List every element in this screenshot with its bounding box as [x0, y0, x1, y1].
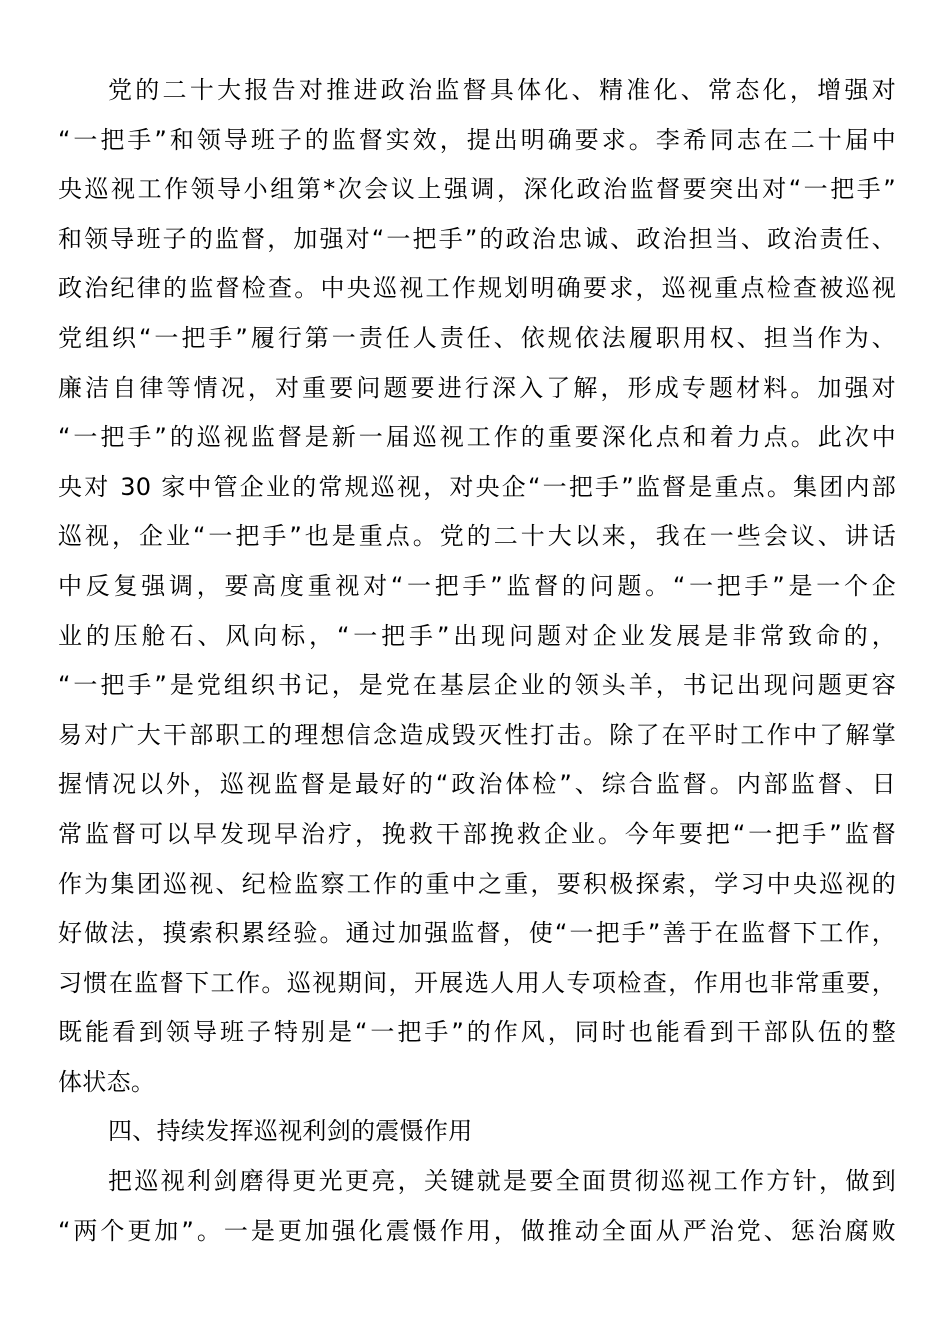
paragraph-2	[58, 1157, 896, 1256]
text-line: 央巡视工作领导小组第*次会议上强调，深化政治监督要突出对“一把手”	[58, 175, 896, 204]
text-line: 既能看到领导班子特别是“一把手”的作风，同时也能看到干部队伍的整	[58, 1018, 896, 1047]
text-line: 习惯在监督下工作。巡视期间，开展选人用人专项检查，作用也非常重要，	[58, 968, 896, 997]
section-heading: 四、持续发挥巡视利剑的震慑作用	[108, 1117, 473, 1146]
text-line: 廉洁自律等情况，对重要问题要进行深入了解，形成专题材料。加强对	[58, 373, 896, 402]
text-line: 业的压舱石、风向标，“一把手”出现问题对企业发展是非常致命的，	[58, 621, 896, 650]
text-line: 易对广大干部职工的理想信念造成毁灭性打击。除了在平时工作中了解掌	[58, 720, 896, 749]
text-line: “一把手”的巡视监督是新一届巡视工作的重要深化点和着力点。此次中	[58, 423, 896, 452]
text-line: 握情况以外，巡视监督是最好的“政治体检”、综合监督。内部监督、日	[58, 770, 896, 799]
text-line: 好做法，摸索积累经验。通过加强监督，使“一把手”善于在监督下工作，	[58, 919, 896, 948]
text-line: 和领导班子的监督，加强对“一把手”的政治忠诚、政治担当、政治责任、	[58, 224, 896, 253]
text-line: 作为集团巡视、纪检监察工作的重中之重，要积极探索，学习中央巡视的	[58, 869, 896, 898]
text-line: “一把手”是党组织书记，是党在基层企业的领头羊，书记出现问题更容	[58, 671, 896, 700]
text-line: 中反复强调，要高度重视对“一把手”监督的问题。“一把手”是一个企	[58, 571, 896, 600]
text-line: 常监督可以早发现早治疗，挽救干部挽救企业。今年要把“一把手”监督	[58, 819, 896, 848]
paragraph-1	[58, 66, 896, 1107]
text-line: “两个更加”。一是更加强化震慑作用，做推动全面从严治党、惩治腐败	[58, 1216, 896, 1245]
text-line: “一把手”和领导班子的监督实效，提出明确要求。李希同志在二十届中	[58, 125, 896, 154]
text-line: 党的二十大报告对推进政治监督具体化、精准化、常态化，增强对	[108, 76, 896, 104]
text-line: 央对 30 家中管企业的常规巡视，对央企“一把手”监督是重点。集团内部	[58, 472, 896, 501]
text-line: 体状态。	[58, 1067, 156, 1096]
document-page	[58, 66, 896, 1256]
text-line: 政治纪律的监督检查。中央巡视工作规划明确要求，巡视重点检查被巡视	[58, 274, 896, 303]
text-line: 把巡视利剑磨得更光更亮，关键就是要全面贯彻巡视工作方针，做到	[108, 1167, 896, 1196]
text-line: 党组织“一把手”履行第一责任人责任、依规依法履职用权、担当作为、	[58, 323, 896, 352]
text-line: 巡视，企业“一把手”也是重点。党的二十大以来，我在一些会议、讲话	[58, 522, 896, 551]
